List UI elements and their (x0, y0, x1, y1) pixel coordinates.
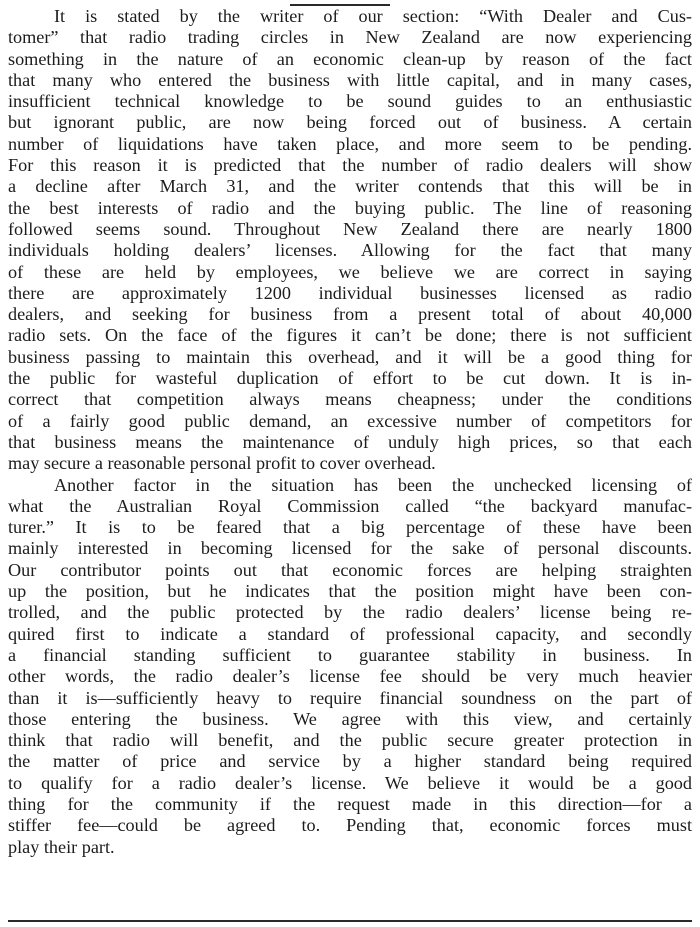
text-line: those entering the business. We agree with this view, and certainly (8, 708, 692, 729)
paragraph (8, 475, 692, 858)
text-line: turer.” It is to be feared that a big percentage of these have been (8, 517, 692, 538)
text-line: that many who entered the business with little capital, and in many cases, (8, 69, 692, 90)
text-line: the matter of price and service by a higher standard being required (8, 751, 692, 772)
text-line: radio sets. On the face of the figures it can’t be done; there is not sufficient (8, 325, 692, 346)
text-line: think that radio will benefit, and the public secure greater protection in (8, 730, 692, 751)
text-line: up the position, but he indicates that the position might have been con- (8, 581, 692, 602)
article-body (8, 6, 692, 858)
text-line: tomer” that radio trading circles in New Zealand are now experiencing (8, 27, 692, 48)
text-line: dealers, and seeking for business from a present total of about 40,000 (8, 304, 692, 325)
paragraph (8, 6, 692, 475)
text-line: mainly interested in becoming licensed for the sake of personal discounts. (8, 538, 692, 559)
text-line: business passing to maintain this overhead, and it will be a good thing for (8, 346, 692, 367)
text-line: number of liquidations have taken place, and more seem to be pending. (8, 133, 692, 154)
text-line: what the Australian Royal Commission called “the backyard manufac- (8, 495, 692, 516)
text-line: than it is—sufficiently heavy to require financial soundness on the part of (8, 687, 692, 708)
text-line: individuals holding dealers’ licenses. Allowing for the fact that many (8, 240, 692, 261)
text-line: correct that competition always means cheapness; under the conditions (8, 389, 692, 410)
text-line: that business means the maintenance of unduly high prices, so that each (8, 431, 692, 452)
text-line: the public for wasteful duplication of effort to be cut down. It is in- (8, 368, 692, 389)
text-line: but ignorant public, are now being forced out of business. A certain (8, 112, 692, 133)
text-line: stiffer fee—could be agreed to. Pending that, economic forces must (8, 815, 692, 836)
text-line: It is stated by the writer of our section: “With Dealer and Cus- (54, 6, 692, 26)
text-line: quired first to indicate a standard of professional capacity, and secondly (8, 623, 692, 644)
text-line: of a fairly good public demand, an excessive number of competitors for (8, 410, 692, 431)
text-line: Another factor in the situation has been the unchecked licensing of (54, 474, 692, 495)
text-line: something in the nature of an economic clean-up by reason of the fact (8, 48, 692, 69)
bottom-divider-rule (8, 920, 692, 922)
text-line: other words, the radio dealer’s license fee should be very much heavier (8, 666, 692, 687)
text-line: of these are held by employees, we believe we are correct in saying (8, 261, 692, 282)
text-line: to qualify for a radio dealer’s license. We believe it would be a good (8, 772, 692, 793)
text-line: a decline after March 31, and the writer contends that this will be in (8, 176, 692, 197)
text-line: thing for the community if the request made in this direction—for a (8, 793, 692, 814)
text-line: Our contributor points out that economic forces are helping straighten (8, 559, 692, 580)
text-line: a financial standing sufficient to guarantee stability in business. In (8, 644, 692, 665)
text-line: the best interests of radio and the buying public. The line of reasoning (8, 197, 692, 218)
text-line: followed seems sound. Throughout New Zealand there are nearly 1800 (8, 218, 692, 239)
text-line: insufficient technical knowledge to be sound guides to an enthusiastic (8, 91, 692, 112)
text-line: there are approximately 1200 individual businesses licensed as radio (8, 282, 692, 303)
text-line: For this reason it is predicted that the number of radio dealers will show (8, 155, 692, 176)
text-line: play their part. (8, 836, 115, 857)
text-line: trolled, and the public protected by the radio dealers’ license being re- (8, 602, 692, 623)
text-line: may secure a reasonable personal profit to cover overhead. (8, 453, 436, 474)
